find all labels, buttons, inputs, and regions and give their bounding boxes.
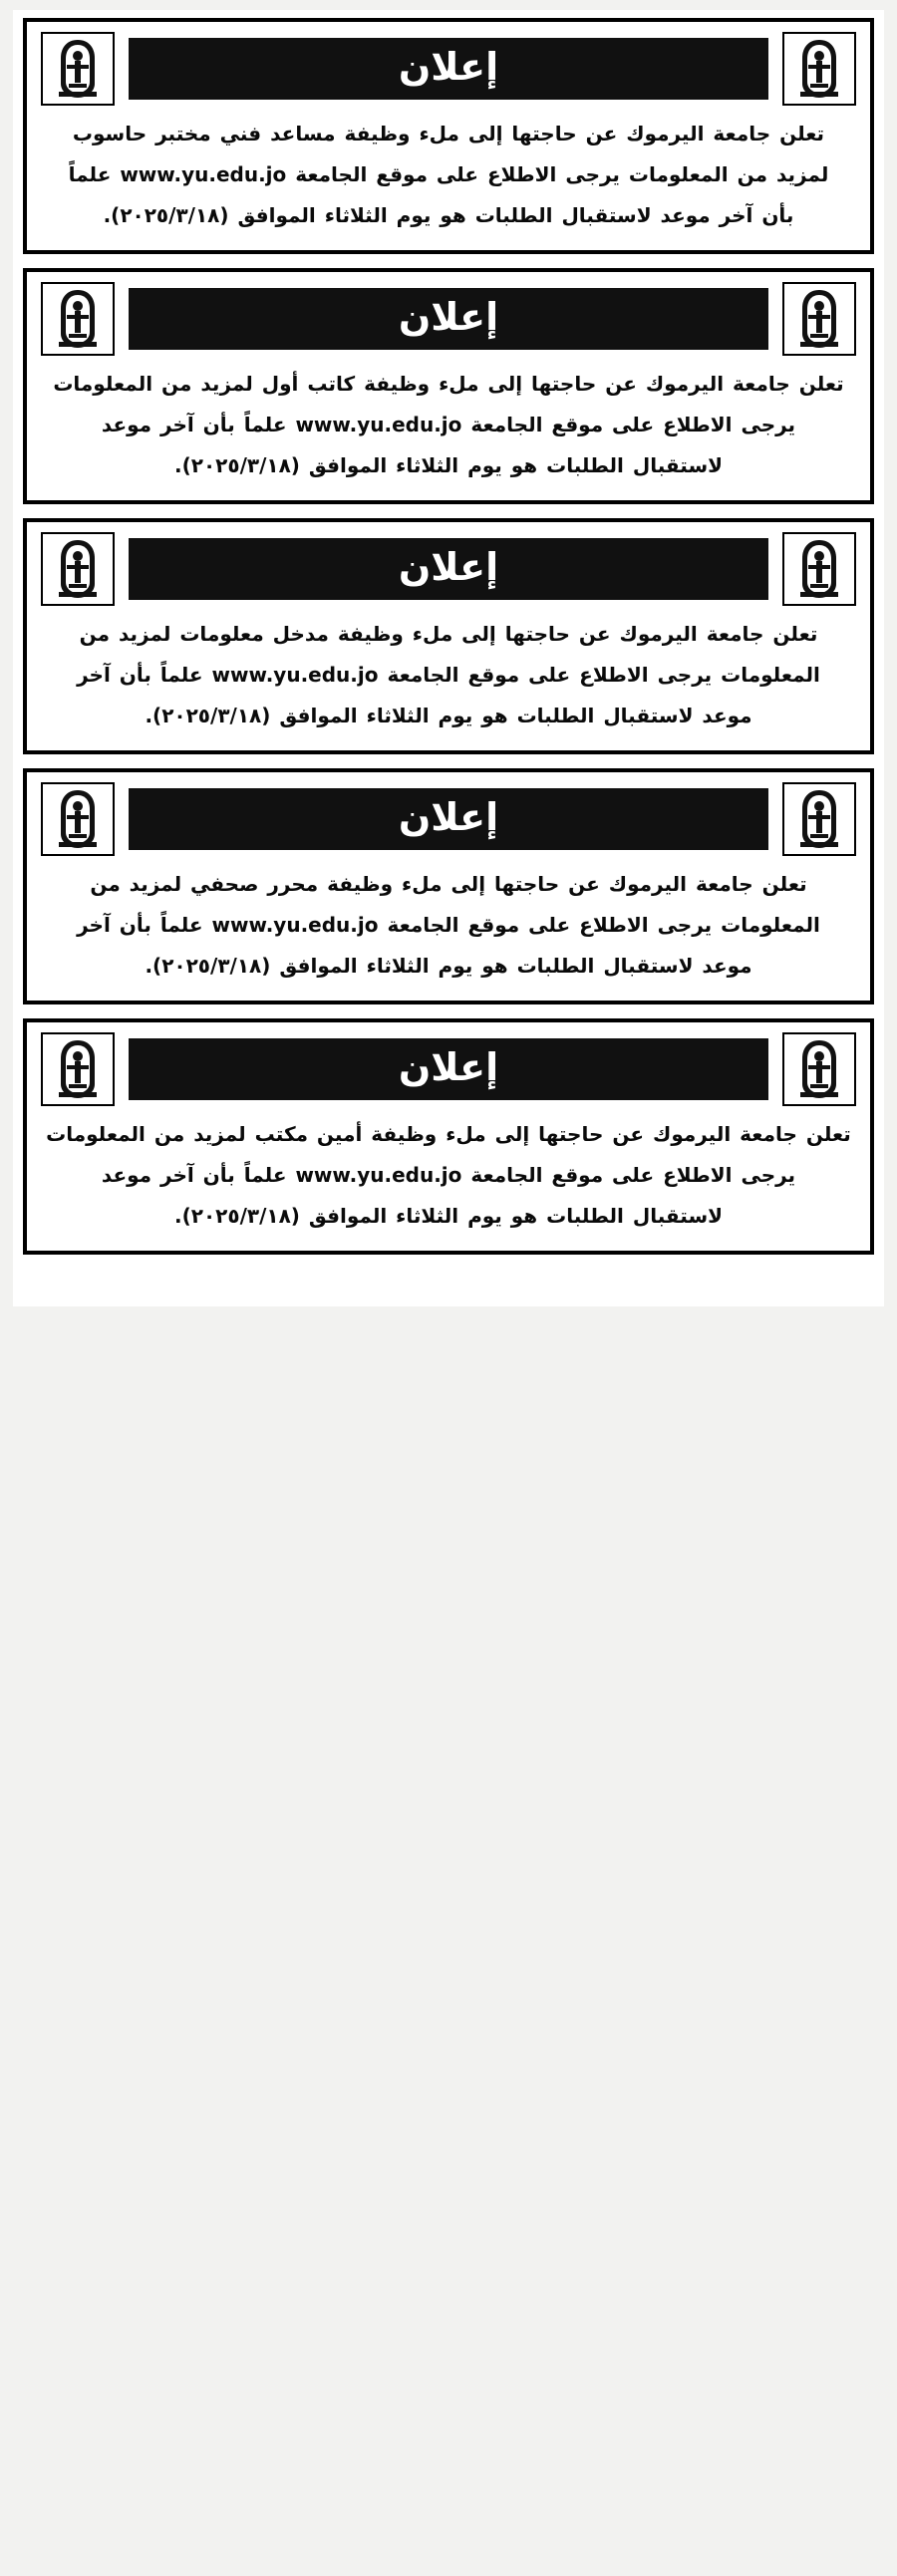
yarmouk-university-crest-icon	[782, 32, 856, 106]
ad-header	[41, 532, 856, 606]
ad-line: يرجى الاطلاع على موقع الجامعة www.yu.edu.jo علماً بأن آخر موعد	[101, 413, 796, 436]
ad-header	[41, 782, 856, 856]
ad-line: موعد لاستقبال الطلبات هو يوم الثلاثاء الموافق (٢٠٢٥/٣/١٨).	[145, 954, 752, 978]
ad-office-librarian	[23, 1018, 874, 1255]
yarmouk-university-crest-icon	[41, 782, 115, 856]
banner-label: إعلان	[398, 45, 499, 89]
yarmouk-university-crest-icon	[782, 282, 856, 356]
yarmouk-university-crest-icon	[41, 1032, 115, 1106]
yarmouk-university-crest-icon	[782, 1032, 856, 1106]
banner-label: إعلان	[398, 795, 499, 839]
ad-header	[41, 32, 856, 106]
ad-body	[41, 612, 856, 736]
yarmouk-university-crest-icon	[41, 32, 115, 106]
ad-header	[41, 282, 856, 356]
ad-first-clerk	[23, 268, 874, 504]
ad-line: تعلن جامعة اليرموك عن حاجتها إلى ملء وظيفة مساعد فني مختبر حاسوب	[72, 122, 825, 145]
ad-line: تعلن جامعة اليرموك عن حاجتها إلى ملء وظيفة كاتب أول لمزيد من المعلومات	[53, 372, 844, 396]
ad-body	[41, 1112, 856, 1237]
ads-sheet	[13, 10, 884, 1306]
yarmouk-university-crest-icon	[782, 782, 856, 856]
ad-body	[41, 362, 856, 486]
banner-label: إعلان	[398, 295, 499, 339]
ad-line: المعلومات يرجى الاطلاع على موقع الجامعة www.yu.edu.jo علماً بأن آخر	[77, 663, 820, 687]
ad-line: يرجى الاطلاع على موقع الجامعة www.yu.edu.jo علماً بأن آخر موعد	[101, 1163, 796, 1187]
yarmouk-university-crest-icon	[782, 532, 856, 606]
banner-label: إعلان	[398, 1045, 499, 1089]
banner-ad-title	[129, 788, 768, 850]
banner-ad-title	[129, 288, 768, 350]
ad-line: تعلن جامعة اليرموك عن حاجتها إلى ملء وظيفة محرر صحفي لمزيد من	[90, 872, 807, 896]
banner-ad-title	[129, 1038, 768, 1100]
ad-line: المعلومات يرجى الاطلاع على موقع الجامعة www.yu.edu.jo علماً بأن آخر	[77, 913, 820, 937]
ad-press-editor	[23, 768, 874, 1004]
banner-label: إعلان	[398, 545, 499, 589]
ad-line: لاستقبال الطلبات هو يوم الثلاثاء الموافق (٢٠٢٥/٣/١٨).	[173, 453, 724, 477]
yarmouk-university-crest-icon	[41, 282, 115, 356]
yarmouk-university-crest-icon	[41, 532, 115, 606]
ad-line: تعلن جامعة اليرموك عن حاجتها إلى ملء وظيفة مدخل معلومات لمزيد من	[79, 622, 818, 646]
ad-header	[41, 1032, 856, 1106]
ad-line: تعلن جامعة اليرموك عن حاجتها إلى ملء وظيفة أمين مكتب لمزيد من المعلومات	[46, 1122, 851, 1146]
ad-line: لاستقبال الطلبات هو يوم الثلاثاء الموافق (٢٠٢٥/٣/١٨).	[173, 1204, 724, 1228]
banner-ad-title	[129, 538, 768, 600]
ad-line: بأن آخر موعد لاستقبال الطلبات هو يوم الثلاثاء الموافق (٢٠٢٥/٣/١٨).	[103, 203, 794, 227]
banner-ad-title	[129, 38, 768, 100]
ad-lab-technician	[23, 18, 874, 254]
ad-body	[41, 862, 856, 987]
ad-line: لمزيد من المعلومات يرجى الاطلاع على موقع الجامعة www.yu.edu.jo علماً	[68, 162, 829, 186]
ad-data-entry	[23, 518, 874, 754]
ads-column	[13, 10, 884, 1306]
page-footer-space	[23, 1269, 874, 1294]
ad-line: موعد لاستقبال الطلبات هو يوم الثلاثاء الموافق (٢٠٢٥/٣/١٨).	[145, 704, 752, 727]
ad-body	[41, 112, 856, 236]
